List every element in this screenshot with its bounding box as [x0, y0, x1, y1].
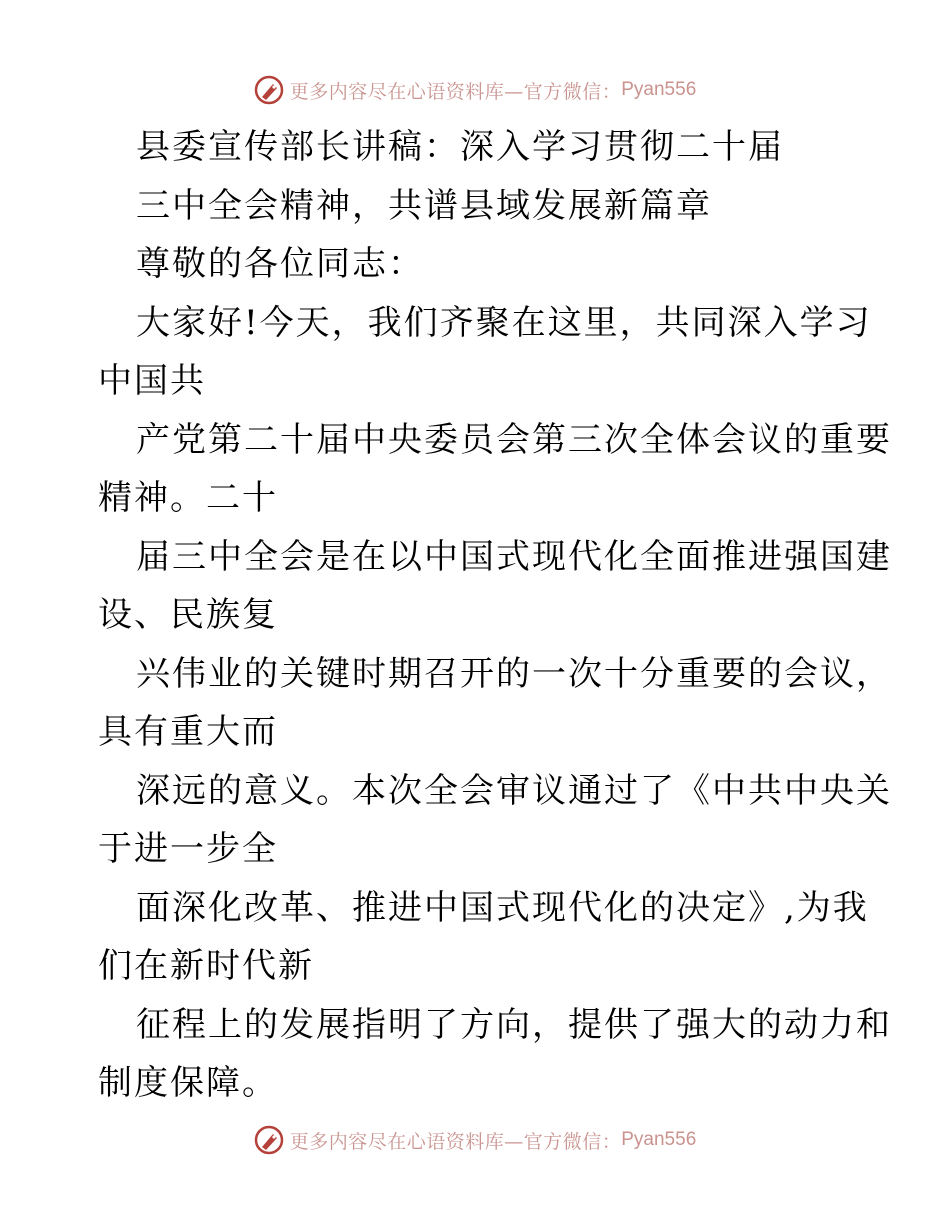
doc-paragraph-line: 于进一步全 — [98, 829, 278, 869]
doc-paragraph-line: 中国共 — [98, 361, 206, 401]
doc-salutation: 尊敬的各位同志： — [136, 244, 424, 284]
header-banner-id: Pyan556 — [621, 79, 697, 100]
header-banner — [0, 70, 950, 110]
footer-banner-text: 更多内容尽在心语资料库—官方微信： — [289, 1130, 622, 1153]
doc-paragraph-line: 精神。二十 — [98, 478, 278, 518]
pen-nib-logo-icon — [254, 1125, 284, 1155]
header-banner-text: 更多内容尽在心语资料库—官方微信： — [289, 80, 622, 103]
doc-paragraph-line: 届三中全会是在以中国式现代化全面推进强国建 — [136, 536, 892, 577]
doc-title-line-2: 三中全会精神，共谱县域发展新篇章 — [136, 185, 712, 226]
doc-paragraph-line: 征程上的发展指明了方向，提供了强大的动力和 — [136, 1004, 892, 1045]
doc-paragraph-line: 大家好!今天，我们齐聚在这里，共同深入学习 — [136, 302, 872, 343]
document-body — [98, 118, 892, 1113]
doc-paragraph-line: 具有重大而 — [98, 712, 278, 752]
footer-banner-id: Pyan556 — [621, 1129, 697, 1150]
doc-paragraph-line: 产党第二十届中央委员会第三次全体会议的重要 — [136, 419, 892, 460]
doc-paragraph-line: 深远的意义。本次全会审议通过了《中共中央关 — [136, 770, 892, 811]
doc-paragraph-line: 兴伟业的关键时期召开的一次十分重要的会议， — [136, 653, 892, 694]
doc-title-line-1: 县委宣传部长讲稿：深入学习贯彻二十届 — [136, 127, 784, 167]
footer-banner — [0, 1120, 950, 1160]
doc-paragraph-line: 制度保障。 — [98, 1063, 278, 1103]
doc-paragraph-line: 设、民族复 — [98, 595, 278, 635]
doc-paragraph-line: 们在新时代新 — [98, 946, 314, 986]
pen-nib-logo-icon — [254, 75, 284, 105]
doc-paragraph-line: 面深化改革、推进中国式现代化的决定》,为我 — [136, 887, 869, 928]
